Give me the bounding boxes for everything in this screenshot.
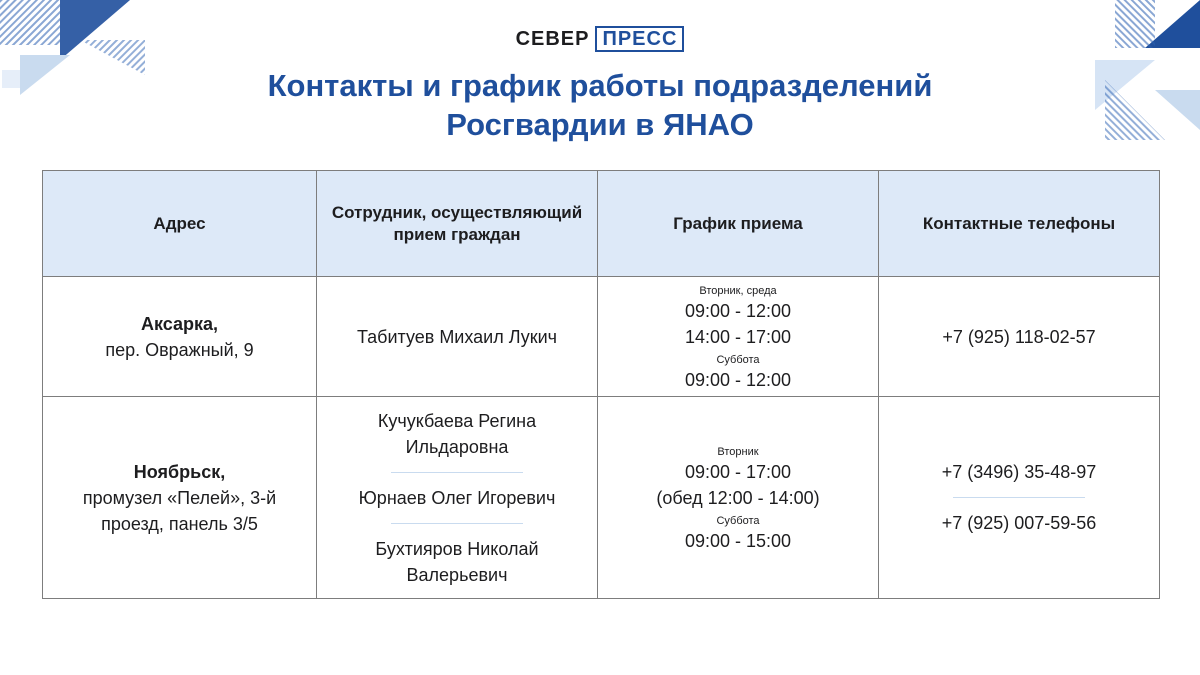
header-schedule: График приема — [598, 171, 879, 277]
employee-name: Бухтияров Николай Валерьевич — [375, 538, 539, 585]
employee-cell — [317, 277, 598, 397]
phone-number: +7 (925) 007-59-56 — [941, 513, 1097, 533]
header-address: Адрес — [43, 171, 317, 277]
schedule-time: 14:00 - 17:00 — [684, 326, 792, 347]
schedule-day: Вторник, среда — [699, 284, 777, 297]
address-cell — [43, 397, 317, 599]
street-address: пер. Овражный, 9 — [105, 339, 254, 360]
employee-name: Юрнаев Олег Игоревич — [358, 487, 556, 508]
phones-cell — [879, 277, 1160, 397]
city-name: Ноябрьск, — [133, 461, 226, 482]
table-row — [43, 397, 1160, 599]
header-phones: Контактные телефоны — [879, 171, 1160, 277]
table-header-row — [43, 171, 1160, 277]
schedule-time: 09:00 - 12:00 — [684, 300, 792, 321]
phone-number: +7 (3496) 35-48-97 — [941, 462, 1097, 482]
schedule-time: (обед 12:00 - 14:00) — [656, 487, 820, 508]
street-address: промузел «Пелей», 3-й проезд, панель 3/5 — [82, 487, 277, 534]
schedule-cell — [598, 397, 879, 599]
page-title — [0, 66, 1200, 144]
address-cell — [43, 277, 317, 397]
schedule-time: 09:00 - 15:00 — [684, 530, 792, 551]
schedule-day: Суббота — [716, 514, 760, 527]
schedule-cell — [598, 277, 879, 397]
schedule-day: Вторник — [717, 445, 759, 458]
table-row — [43, 277, 1160, 397]
schedule-time: 09:00 - 12:00 — [684, 369, 792, 390]
brand-logo-part1: СЕВЕР — [515, 27, 590, 50]
schedule-time: 09:00 - 17:00 — [684, 461, 792, 482]
phone-number: +7 (925) 118-02-57 — [942, 326, 1096, 347]
header-employee: Сотрудник, осуществляющий прием граждан — [317, 171, 598, 277]
employee-name: Кучукбаева Регина Ильдаровна — [377, 410, 537, 457]
schedule-day: Суббота — [716, 353, 760, 366]
divider — [391, 523, 523, 524]
employee-cell — [317, 397, 598, 599]
contacts-table — [42, 170, 1160, 599]
brand-logo-part2: ПРЕСС — [595, 26, 684, 52]
divider — [953, 497, 1085, 498]
phones-cell — [879, 397, 1160, 599]
city-name: Аксарка, — [140, 313, 219, 334]
employee-name: Табитуев Михаил Лукич — [356, 326, 558, 347]
page-title-line1: Контакты и график работы подразделений — [267, 68, 933, 103]
brand-logo — [0, 26, 1200, 52]
divider — [391, 472, 523, 473]
page-title-line2: Росгвардии в ЯНАО — [446, 107, 754, 142]
